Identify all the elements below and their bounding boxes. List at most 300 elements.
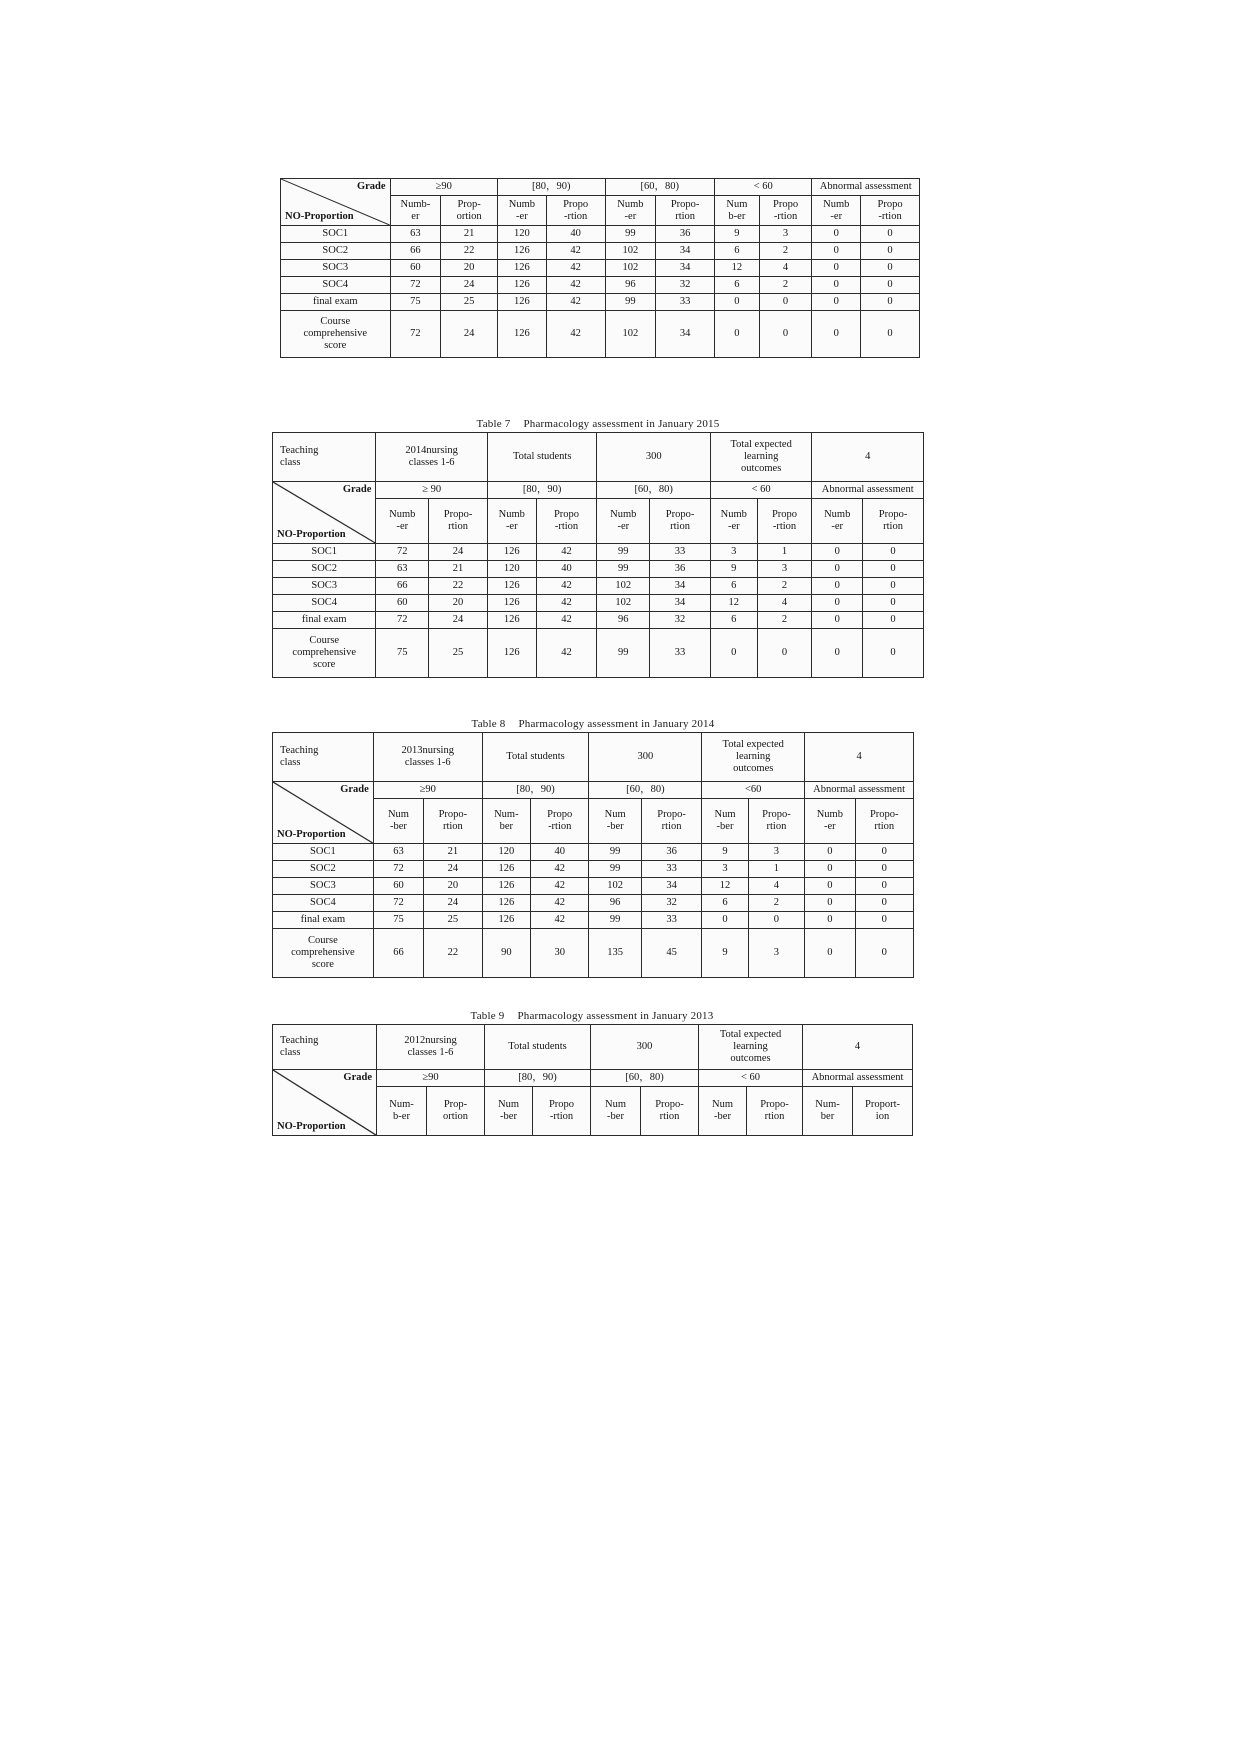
table-row <box>273 629 924 678</box>
cell: 0 <box>863 629 924 678</box>
subheader-line1: Propo <box>563 198 589 210</box>
cell: 99 <box>589 861 641 878</box>
expected-outcomes-label <box>699 1025 803 1070</box>
cell: 9 <box>715 226 760 243</box>
subheader-4 <box>591 1087 641 1136</box>
cell: 42 <box>546 277 605 294</box>
table-row <box>281 294 920 311</box>
cell: 2 <box>759 243 812 260</box>
label-line1: Total expected <box>719 1028 782 1040</box>
cell: 0 <box>805 878 855 895</box>
subheader-line2: -rtion <box>548 821 572 833</box>
caption-text: Pharmacology assessment in January 2013 <box>517 1010 714 1022</box>
cell: 0 <box>855 878 913 895</box>
cell: 96 <box>605 277 656 294</box>
subheader-3 <box>536 499 597 544</box>
grade-group-2: [80，90) <box>482 782 589 799</box>
row-label: final exam <box>281 294 391 311</box>
cell: 126 <box>487 544 536 561</box>
grade-group-4: < 60 <box>710 482 811 499</box>
table-row <box>281 277 920 294</box>
cell: 0 <box>861 243 920 260</box>
cell: 22 <box>441 243 498 260</box>
subheader-line2: rtion <box>874 821 895 833</box>
subheader-9 <box>863 499 924 544</box>
cell: 24 <box>429 612 488 629</box>
label-line2: comprehensive <box>292 647 356 659</box>
subheader-8 <box>812 196 861 226</box>
subheader-line1: Prop- <box>457 198 481 210</box>
grade-group-5: Abnormal assessment <box>812 482 924 499</box>
row-label: SOC1 <box>273 544 376 561</box>
cell: 12 <box>702 878 748 895</box>
cell: 34 <box>641 878 701 895</box>
cell: 2 <box>757 578 812 595</box>
row-label: SOC3 <box>273 878 374 895</box>
cell: 12 <box>710 595 757 612</box>
cell: 102 <box>597 595 650 612</box>
grade-group-5: Abnormal assessment <box>803 1070 913 1087</box>
cell: 42 <box>531 912 589 929</box>
cell: 0 <box>861 277 920 294</box>
label-line1: Course <box>320 316 351 328</box>
row-label: SOC4 <box>273 595 376 612</box>
subheader-9 <box>855 799 913 844</box>
cell: 25 <box>441 294 498 311</box>
cell: 0 <box>812 612 863 629</box>
subheader-line1: Num- <box>389 1099 414 1110</box>
cell: 3 <box>702 861 748 878</box>
cell: 2 <box>748 895 804 912</box>
subheader-line2: rtion <box>448 521 468 533</box>
cell: 0 <box>805 912 855 929</box>
subheader-line1: Numb <box>508 198 535 210</box>
table-row <box>273 878 914 895</box>
cell: 0 <box>863 595 924 612</box>
subheader-line2: -er <box>831 521 844 533</box>
grade-group-4: <60 <box>702 782 805 799</box>
cell: 126 <box>498 243 547 260</box>
cell: 0 <box>757 629 812 678</box>
class-line2: classes 1-6 <box>408 457 455 468</box>
subheader-2 <box>487 499 536 544</box>
cell: 34 <box>656 311 715 358</box>
table-block-8 <box>272 718 914 978</box>
subheader-line2: b-er <box>393 1111 410 1123</box>
cell: 126 <box>482 861 530 878</box>
label-line3: outcomes <box>730 1053 771 1065</box>
cell: 42 <box>531 895 589 912</box>
expected-outcomes-value: 4 <box>805 733 914 782</box>
subheader-0 <box>376 499 429 544</box>
subheader-line2: rtion <box>883 521 903 533</box>
cell: 0 <box>812 629 863 678</box>
subheader-line1: Num <box>387 809 409 820</box>
cell: 42 <box>546 243 605 260</box>
subheader-line1: Num <box>498 1099 519 1110</box>
cell: 0 <box>759 311 812 358</box>
subheader-9 <box>853 1087 913 1136</box>
cell: 0 <box>748 912 804 929</box>
cell: 0 <box>812 260 861 277</box>
label-line3: score <box>324 340 347 352</box>
cell: 6 <box>710 612 757 629</box>
subheader-7 <box>759 196 812 226</box>
cell: 75 <box>376 629 429 678</box>
subheader-line2: -er <box>824 821 836 833</box>
subheader-line2: rtion <box>661 821 682 833</box>
data-table-8 <box>272 732 914 978</box>
subheader-4 <box>597 499 650 544</box>
corner-diagonal-header <box>281 179 391 226</box>
table-row-grade-header <box>281 179 920 196</box>
cell: 99 <box>589 912 641 929</box>
cell: 60 <box>373 878 423 895</box>
subheader-line1: Propo- <box>869 809 899 820</box>
cell: 33 <box>641 912 701 929</box>
subheader-line2: er <box>411 210 420 222</box>
corner-label-grade: Grade <box>340 784 369 795</box>
subheader-5 <box>656 196 715 226</box>
subheader-7 <box>757 499 812 544</box>
total-students-value: 300 <box>597 433 711 482</box>
cell: 66 <box>373 929 423 978</box>
corner-label-no-proportion: NO-Proportion <box>277 529 346 540</box>
cell: 72 <box>373 895 423 912</box>
row-label: final exam <box>273 912 374 929</box>
subheader-6 <box>715 196 760 226</box>
corner-diagonal-header <box>273 782 374 844</box>
cell: 42 <box>536 544 597 561</box>
cell: 66 <box>376 578 429 595</box>
subheader-line2: ber <box>820 1111 835 1123</box>
subheader-5 <box>641 799 701 844</box>
cell: 3 <box>757 561 812 578</box>
cell: 99 <box>597 544 650 561</box>
class-line1: 2014nursing <box>405 444 458 456</box>
subheader-line1: Propo <box>548 1099 575 1110</box>
cell: 0 <box>715 294 760 311</box>
expected-outcomes-label <box>702 733 805 782</box>
subheader-line2: -rtion <box>878 210 902 222</box>
table-row <box>273 544 924 561</box>
cell: 135 <box>589 929 641 978</box>
subheader-line2: -rtion <box>554 521 579 533</box>
subheader-3 <box>531 799 589 844</box>
cell: 33 <box>656 294 715 311</box>
cell: 36 <box>650 561 711 578</box>
label-line1: Course <box>309 635 340 647</box>
subheader-line2: rtion <box>670 521 690 533</box>
subheader-line2: -er <box>516 210 528 222</box>
table-row <box>281 226 920 243</box>
cell: 22 <box>429 578 488 595</box>
table-caption-9 <box>272 1010 912 1022</box>
cell: 42 <box>531 861 589 878</box>
subheader-line1: Propo- <box>878 509 908 520</box>
cell: 12 <box>715 260 760 277</box>
label-line2: class <box>280 1047 301 1058</box>
row-label: SOC2 <box>273 561 376 578</box>
cell: 0 <box>805 861 855 878</box>
subheader-line1: Num <box>604 809 626 820</box>
grade-group-3: [60，80) <box>605 179 715 196</box>
subheader-line1: Numb <box>389 509 416 520</box>
cell: 42 <box>536 578 597 595</box>
cell: 34 <box>650 595 711 612</box>
subheader-1 <box>427 1087 485 1136</box>
subheader-0 <box>377 1087 427 1136</box>
subheader-line2: -ber <box>714 1111 731 1123</box>
cell: 24 <box>424 895 482 912</box>
table-caption-8 <box>272 718 914 730</box>
row-label: SOC3 <box>281 260 391 277</box>
corner-label-no-proportion: NO-Proportion <box>277 829 346 840</box>
cell: 126 <box>487 629 536 678</box>
data-table-7 <box>272 432 924 678</box>
cell: 102 <box>605 243 656 260</box>
expected-outcomes-value: 4 <box>812 433 924 482</box>
table-block-9 <box>272 1010 912 1136</box>
corner-label-no-proportion: NO-Proportion <box>277 1121 346 1132</box>
label-line1: Total expected <box>730 438 792 450</box>
subheader-line1: Propo- <box>443 509 473 520</box>
label-line2: learning <box>733 1040 768 1052</box>
cell: 25 <box>424 912 482 929</box>
cell: 0 <box>812 578 863 595</box>
subheader-line1: Propo- <box>657 809 686 820</box>
subheader-8 <box>803 1087 853 1136</box>
cell: 42 <box>536 595 597 612</box>
cell: 0 <box>805 929 855 978</box>
corner-diagonal-header <box>273 482 376 544</box>
cell: 0 <box>863 612 924 629</box>
subheader-line1: Numb <box>824 509 851 520</box>
label-line3: outcomes <box>741 463 782 475</box>
cell: 126 <box>482 912 530 929</box>
table-row <box>273 929 914 978</box>
subheader-line2: rtion <box>764 1111 785 1123</box>
data-table-6 <box>280 178 920 358</box>
row-label-course-comprehensive <box>273 629 376 678</box>
row-label: SOC2 <box>273 861 374 878</box>
cell: 4 <box>748 878 804 895</box>
data-table-9 <box>272 1024 913 1136</box>
cell: 42 <box>546 311 605 358</box>
cell: 102 <box>589 878 641 895</box>
cell: 32 <box>650 612 711 629</box>
subheader-line1: Num <box>712 1099 733 1110</box>
cell: 6 <box>702 895 748 912</box>
subheader-1 <box>424 799 482 844</box>
cell: 45 <box>641 929 701 978</box>
table-block-7 <box>272 418 924 678</box>
corner-label-grade: Grade <box>342 484 372 495</box>
label-line1: Course <box>308 935 338 947</box>
cell: 0 <box>702 912 748 929</box>
row-label: SOC1 <box>273 844 374 861</box>
table-row-info <box>273 433 924 482</box>
cell: 9 <box>710 561 757 578</box>
subheader-line1: Propo <box>547 809 573 820</box>
cell: 120 <box>498 226 547 243</box>
label-line1: Teaching <box>280 1034 319 1046</box>
subheader-line2: b-er <box>728 210 746 222</box>
cell: 9 <box>702 929 748 978</box>
cell: 0 <box>812 226 861 243</box>
grade-group-1: ≥ 90 <box>376 482 488 499</box>
caption-text: Pharmacology assessment in January 2015 <box>523 418 720 430</box>
subheader-line2: ortion <box>442 1111 469 1123</box>
subheader-4 <box>605 196 656 226</box>
cell: 0 <box>812 561 863 578</box>
label-line2: class <box>280 757 301 768</box>
cell: 0 <box>861 294 920 311</box>
abnormal-assessment-label: Abnormal assessment <box>819 181 912 193</box>
cell: 102 <box>597 578 650 595</box>
cell: 21 <box>441 226 498 243</box>
grade-group-1: ≥90 <box>377 1070 485 1087</box>
grade-group-2: [80，90) <box>487 482 596 499</box>
cell: 96 <box>597 612 650 629</box>
cell: 75 <box>390 294 441 311</box>
cell: 33 <box>650 544 711 561</box>
subheader-line1: Propo <box>771 509 798 520</box>
label-line3: score <box>313 659 336 671</box>
cell: 72 <box>390 311 441 358</box>
row-label-course-comprehensive <box>273 929 374 978</box>
subheader-line2: -rtion <box>563 210 588 222</box>
subheader-2 <box>498 196 547 226</box>
cell: 0 <box>812 544 863 561</box>
table-row <box>273 595 924 612</box>
cell: 42 <box>536 629 597 678</box>
subheader-line2: -ber <box>500 1111 517 1123</box>
cell: 0 <box>805 844 855 861</box>
subheader-line1: Propo- <box>655 1099 684 1110</box>
cell: 34 <box>656 260 715 277</box>
class-value <box>377 1025 485 1070</box>
cell: 90 <box>482 929 530 978</box>
row-label: final exam <box>273 612 376 629</box>
subheader-2 <box>482 799 530 844</box>
cell: 6 <box>710 578 757 595</box>
subheader-line1: Numb- <box>400 198 431 210</box>
row-label-course-comprehensive <box>281 311 391 358</box>
cell: 126 <box>487 612 536 629</box>
class-value <box>376 433 488 482</box>
cell: 75 <box>373 912 423 929</box>
cell: 4 <box>759 260 812 277</box>
cell: 30 <box>531 929 589 978</box>
subheader-line2: -rtion <box>772 521 797 533</box>
subheader-3 <box>533 1087 591 1136</box>
class-line2: classes 1-6 <box>407 1047 454 1058</box>
table-row-grade-header <box>273 482 924 499</box>
subheader-line2: -er <box>505 521 518 533</box>
cell: 0 <box>855 895 913 912</box>
subheader-line2: rtion <box>675 210 696 222</box>
label-line2: learning <box>736 750 771 762</box>
cell: 40 <box>531 844 589 861</box>
grade-group-1: ≥90 <box>390 179 498 196</box>
cell: 96 <box>589 895 641 912</box>
row-label: SOC3 <box>273 578 376 595</box>
subheader-7 <box>748 799 804 844</box>
cell: 72 <box>376 612 429 629</box>
cell: 0 <box>812 595 863 612</box>
subheader-8 <box>805 799 855 844</box>
subheader-line1: Numb <box>823 198 850 210</box>
subheader-line1: Proport- <box>865 1099 901 1110</box>
cell: 25 <box>429 629 488 678</box>
cell: 42 <box>531 878 589 895</box>
label-line1: Teaching <box>280 444 319 456</box>
cell: 72 <box>373 861 423 878</box>
subheader-line2: -ber <box>606 821 624 833</box>
table-row <box>273 895 914 912</box>
subheader-line1: Propo <box>773 198 799 210</box>
total-students-label: Total students <box>485 1025 591 1070</box>
cell: 0 <box>863 544 924 561</box>
cell: 20 <box>424 878 482 895</box>
table-row <box>273 912 914 929</box>
subheader-line2: -ber <box>390 821 407 833</box>
cell: 0 <box>855 912 913 929</box>
row-label: SOC4 <box>281 277 391 294</box>
table-row-info <box>273 1025 913 1070</box>
cell: 126 <box>498 311 547 358</box>
subheader-line1: Propo- <box>665 509 695 520</box>
cell: 20 <box>441 260 498 277</box>
subheader-8 <box>812 499 863 544</box>
label-line1: Teaching <box>280 744 319 756</box>
caption-number: Table 9 <box>470 1010 505 1022</box>
subheader-line1: Propo <box>553 509 580 520</box>
cell: 126 <box>487 578 536 595</box>
label-line3: outcomes <box>733 763 774 775</box>
subheader-line1: Numb <box>720 509 747 520</box>
cell: 24 <box>441 277 498 294</box>
cell: 126 <box>487 595 536 612</box>
cell: 32 <box>641 895 701 912</box>
corner-label-grade: Grade <box>343 1072 372 1083</box>
subheader-line2: -rtion <box>549 1111 574 1123</box>
row-label: SOC4 <box>273 895 374 912</box>
cell: 40 <box>546 226 605 243</box>
cell: 1 <box>757 544 812 561</box>
expected-outcomes-label <box>710 433 811 482</box>
subheader-line1: Num <box>605 1099 626 1110</box>
grade-group-2: [80，90) <box>485 1070 591 1087</box>
cell: 126 <box>482 878 530 895</box>
cell: 99 <box>589 844 641 861</box>
corner-label-no-proportion: NO-Proportion <box>285 210 354 222</box>
cell: 120 <box>482 844 530 861</box>
cell: 63 <box>373 844 423 861</box>
grade-group-5: Abnormal assessment <box>805 782 914 799</box>
total-students-value: 300 <box>591 1025 699 1070</box>
grade-group-3: [60，80) <box>597 482 711 499</box>
row-label: SOC2 <box>281 243 391 260</box>
cell: 63 <box>376 561 429 578</box>
label-line2: comprehensive <box>291 947 355 959</box>
subheader-line1: Propo- <box>762 809 791 820</box>
table-row <box>281 260 920 277</box>
grade-group-1: ≥90 <box>373 782 482 799</box>
table-row <box>281 243 920 260</box>
cell: 2 <box>757 612 812 629</box>
